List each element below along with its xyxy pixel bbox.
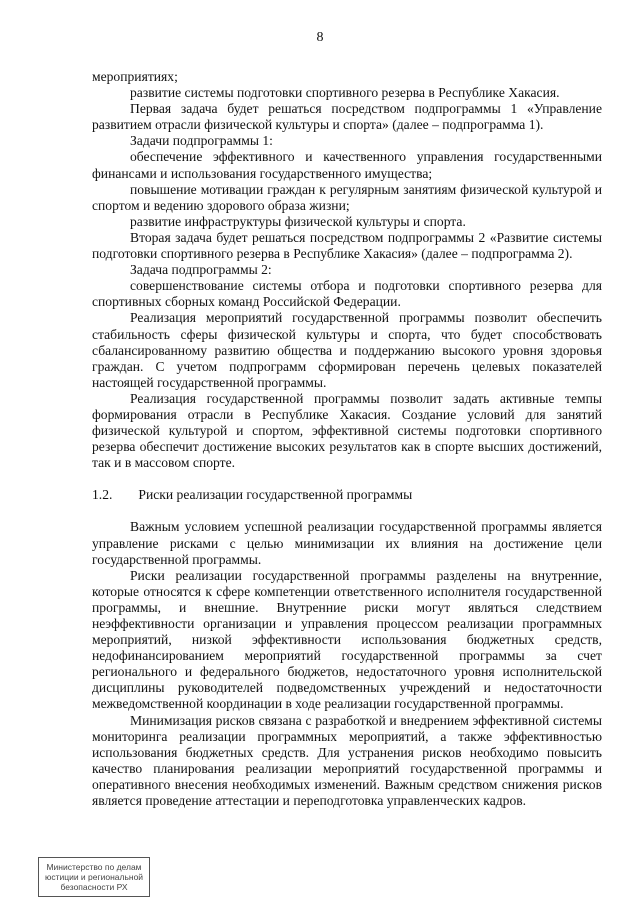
paragraph: мероприятиях; <box>92 69 178 84</box>
paragraph: развитие системы подготовки спортивного резерва в Республике Хакасия. <box>130 85 560 101</box>
paragraph: обеспечение эффективного и качественного управления государственными финансами и использования государственного имущества; <box>92 149 602 181</box>
document-body <box>92 69 602 809</box>
paragraph: Задача подпрограммы 2: <box>130 262 272 278</box>
paragraph: Риски реализации государственной программы разделены на внутренние, которые относятся к сфере компетенции ответственного исполнителя государственной программы, и внешние. Внутренние риски могут являться следствием неэффективности организации и управления процессом реализации программных мероприятий, низкой эффективности использования бюджетных средств, недофинансированием мероприятий государственной программы за счет регионального и федерального бюджетов, недостаточного уровня исполнительской дисциплины руководителей подведомственных учреждений и недостаточности межведомственной координации в ходе реализации государственной программы. <box>92 567 602 712</box>
paragraphs-after-heading <box>92 519 602 809</box>
paragraph: совершенствование системы отбора и подготовки спортивного резерва для спортивных сборных команд Российской Федерации. <box>92 278 602 310</box>
paragraph: Задачи подпрограммы 1: <box>130 133 273 149</box>
paragraphs-before-heading <box>92 69 602 471</box>
section-heading <box>92 487 602 503</box>
section-title: Риски реализации государственной программы <box>138 487 413 503</box>
stamp-line: юстиции и региональной <box>44 872 144 882</box>
paragraph: Важным условием успешной реализации государственной программы является управление рисками с целью минимизации их влияния на достижение цели государственной программы. <box>92 519 602 567</box>
section-number: 1.2. <box>92 487 113 503</box>
registration-stamp <box>38 857 150 897</box>
stamp-line: безопасности РХ <box>60 882 128 892</box>
paragraph: Реализация мероприятий государственной программы позволит обеспечить стабильность сферы физической культуры и спорта, что будет способствовать сбалансированному развитию общества и поддержанию высокого уровня здоровья граждан. С учетом подпрограмм сформирован перечень целевых показателей настоящей государственной программы. <box>92 310 602 390</box>
paragraph: Вторая задача будет решаться посредством подпрограммы 2 «Развитие системы подготовки спортивного резерва в Республике Хакасия» (далее – подпрограмма 2). <box>92 229 602 262</box>
paragraph: Реализация государственной программы позволит задать активные темпы формирования отрасли в Республике Хакасия. Создание условий для занятий физической культурой и спортом, эффективной системы подготовки спортивного резерва обеспечит достижение высоких результатов как в спорте высших достижений, так и в массовом спорте. <box>92 390 602 471</box>
paragraph: развитие инфраструктуры физической культуры и спорта. <box>130 213 466 229</box>
paragraph: повышение мотивации граждан к регулярным занятиям физической культурой и спортом и ведению здорового образа жизни; <box>92 181 602 213</box>
stamp-line: Министерство по делам <box>46 862 142 872</box>
page-number: 8 <box>316 30 324 45</box>
paragraph: Минимизация рисков связана с разработкой и внедрением эффективной системы мониторинга реализации программных мероприятий, а также эффективностью использования бюджетных средств. Для устранения рисков необходимо повысить качество планирования реализации мероприятий государственной программы и оперативного внесения необходимых изменений. Важным средством снижения рисков является проведение аттестации и переподготовка управленческих кадров. <box>92 712 602 809</box>
paragraph: Первая задача будет решаться посредством подпрограммы 1 «Управление развитием отрасли физической культуры и спорта» (далее – подпрограмма 1). <box>92 101 602 133</box>
